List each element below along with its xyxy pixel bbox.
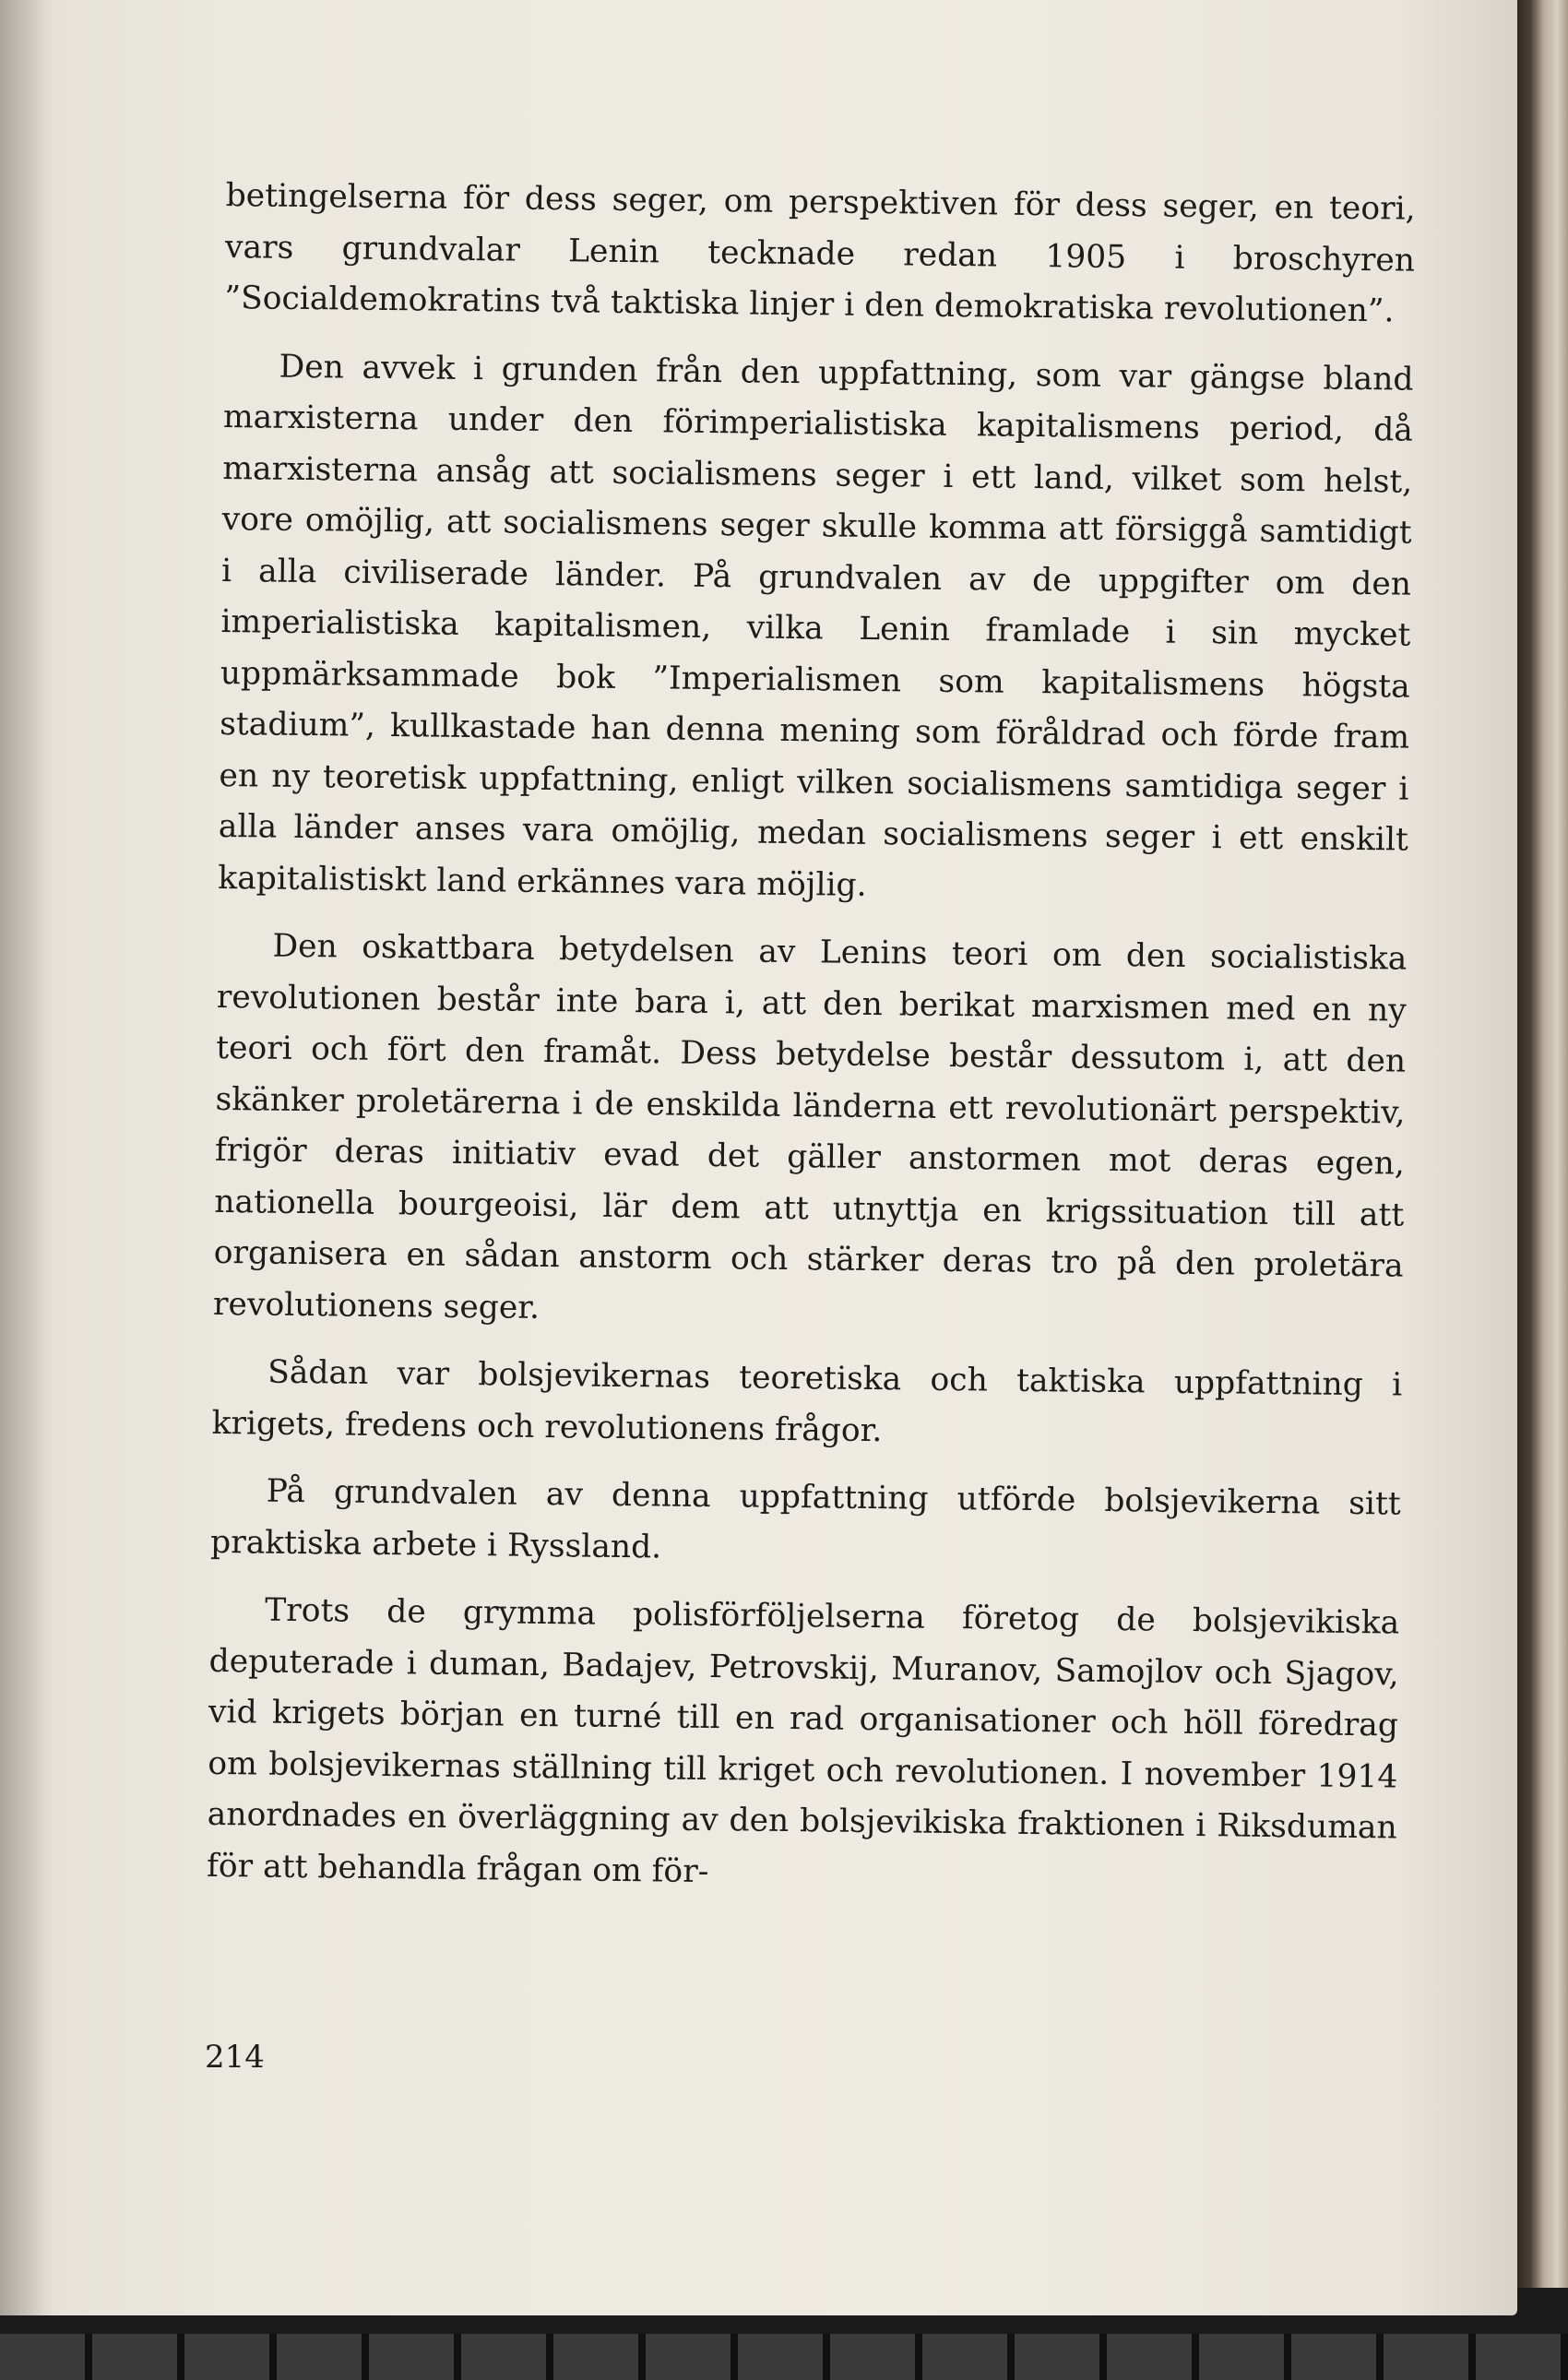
- paragraph: Den oskattbara betydelsen av Lenins teori om den socialistiska revolutionen består inte bara i, att den berikat marxismen med en ny teori och fört den framåt. Dess betydelse består dessutom i, att den skänker proletärerna i de enskilda länderna ett revolutionärt perspektiv, frigör deras initiativ evad det gäller anstormen mot deras egen, nationella bourgeoisi, lär dem att utnyttja en krigssituation till att organisera en sådan anstorm och stärker deras tro på den proletära revolutionens seger.: [212, 927, 1408, 1327]
- binding-shadow: [0, 0, 55, 2315]
- page-number: 214: [205, 2039, 265, 2076]
- paragraph: Den avvek i grunden från den uppfattning, som var gängse bland marxisterna under den förimperialistiska kapitalismens period, då marxisterna ansåg att socialismens seger i ett land, vilket som helst, vore omöjlig, att socialismens seger skulle komma att försiggå samtidigt i alla civiliserade länder. På grundvalen av de uppgifter om den imperialistiska kapitalismen, vilka Lenin framlade i sin mycket uppmärksammade bok ”Imperialismen som kapitalismens högsta stadium”, kullkastade han denna mening som föråldrad och förde fram en ny teoretisk uppfattning, enligt vilken socialismens samtidiga seger i alla länder anses vara omöjlig, medan socialismens seger i ett enskilt kapitalistiskt land erkännes vara möjlig.: [218, 348, 1414, 904]
- paragraph: På grundvalen av denna uppfattning utförde bolsjevikerna sitt praktiska arbete i Ryssland.: [209, 1472, 1401, 1565]
- measurement-ruler: [0, 2334, 1568, 2380]
- paragraph: Sådan var bolsjevikernas teoretiska och taktiska uppfattning i krigets, fredens och revolutionens frågor.: [211, 1353, 1403, 1449]
- paragraph: betingelserna för dess seger, om perspektiven för dess seger, en teori, vars grundvalar Lenin tecknade redan 1905 i broschyren ”Socialdemokratins två taktiska linjer i den demokratiska revolutionen”.: [224, 176, 1416, 330]
- body-text: [207, 171, 1416, 1922]
- book-page-edges: [1515, 0, 1568, 2380]
- paragraph: Trots de grymma polisförföljelserna företog de bolsjevikiska deputerade i duman, Badajev, Petrovskij, Muranov, Samojlov och Sjagov, vid krigets början en turné till en rad organisationer och höll föredrag om bolsjevikernas ställning till kriget och revolutionen. I november 1914 anordnades en överläggning av den bolsjevikiska fraktionen i Riksduman för att behandla frågan om för-: [206, 1591, 1400, 1890]
